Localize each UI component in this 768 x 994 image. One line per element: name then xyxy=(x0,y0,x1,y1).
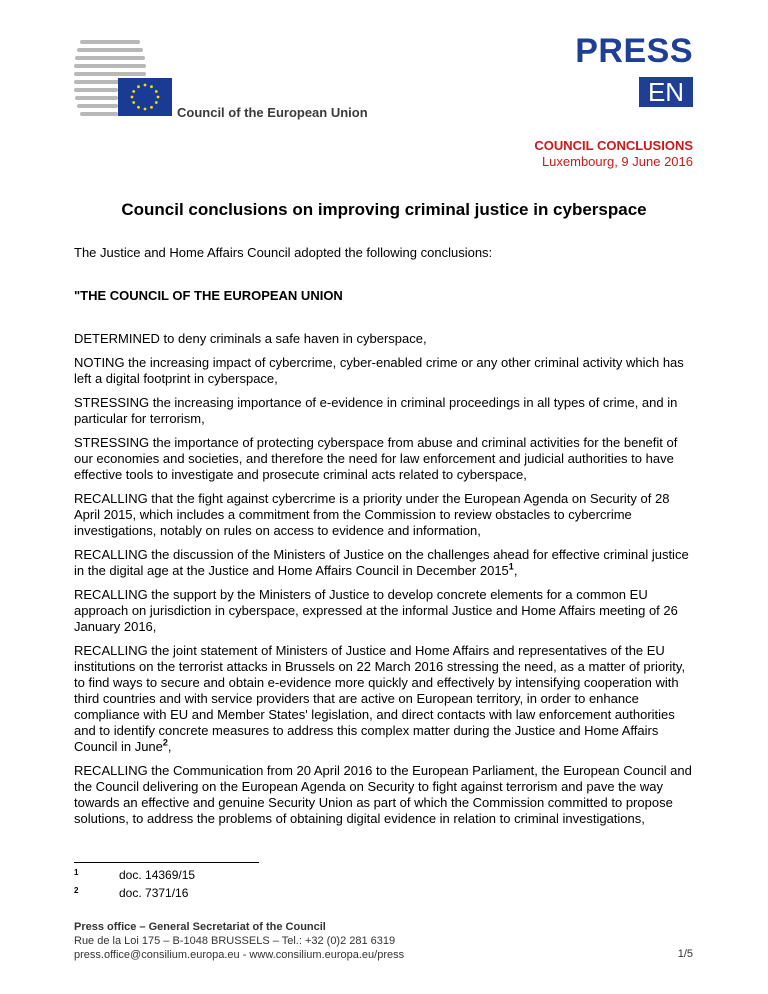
document-title: Council conclusions on improving criminal justice in cyberspace xyxy=(121,200,647,219)
org-name: Council of the European Union xyxy=(177,105,368,120)
footnote xyxy=(74,868,195,882)
doc-type: COUNCIL CONCLUSIONS xyxy=(534,138,693,153)
paragraph: NOTING the increasing impact of cybercrime, cyber-enabled crime or any other criminal activity which has left a digital footprint in cyberspace, xyxy=(74,355,684,386)
paragraph: RECALLING the support by the Ministers of Justice to develop concrete elements for a common EU approach on jurisdiction in cyberspace, expressed at the informal Justice and Home Affairs meeting of 26 January 2016, xyxy=(74,587,678,634)
footer-office: Press office – General Secretariat of the Council xyxy=(74,921,326,933)
paragraph-tail: , xyxy=(167,739,172,754)
paragraph: RECALLING the Communication from 20 April 2016 to the European Parliament, the European Council and the Council delivering on the European Agenda on Security to fight against terrorism and pave the way towards an effective and genuine Security Union as part of which the Commission committed to propose solutions, to address the problems of obtaining digital evidence in relation to criminal investigations, xyxy=(74,763,692,826)
footnote-text: doc. 14369/15 xyxy=(119,868,196,882)
footnote-ref[interactable]: 2 xyxy=(162,737,168,748)
paragraph-tail: , xyxy=(513,563,518,578)
paragraph: RECALLING that the fight against cybercrime is a priority under the European Agenda on Security of 28 April 2015, which includes a commitment from the Commission to review obstacles to cybercrime investigations, notably on rules on access to evidence and information, xyxy=(74,491,670,538)
footnote xyxy=(74,886,188,900)
paragraph: DETERMINED to deny criminals a safe haven in cyberspace, xyxy=(74,331,427,346)
footnote-text: doc. 7371/16 xyxy=(119,886,189,900)
footnote-ref[interactable]: 1 xyxy=(508,561,514,572)
press-label: PRESS xyxy=(575,32,693,70)
footnote-number: 2 xyxy=(74,886,79,895)
page-number: 1/5 xyxy=(677,948,693,960)
footnote-divider xyxy=(74,862,259,863)
council-heading: "THE COUNCIL OF THE EUROPEAN UNION xyxy=(74,288,343,303)
footer-address: Rue de la Loi 175 – B-1048 BRUSSELS – Tel.: +32 (0)2 281 6319 xyxy=(74,935,396,947)
council-logo xyxy=(72,38,182,120)
paragraph-text: RECALLING the joint statement of Ministers of Justice and Home Affairs and representatives of the EU institutions on the terrorist attacks in Brussels on 22 March 2016 stressing the need, as a matter of priority, to find ways to secure and obtain e-evidence more quickly and effectively by intensifying cooperation with third countries and with service providers that are active on European territory, in order to enhance compliance with EU and Member States' legislation, and direct contacts with law enforcement authorities and to identify concrete measures to address this complex matter during the Justice and Home Affairs Council in June xyxy=(74,643,686,754)
doc-date: Luxembourg, 9 June 2016 xyxy=(541,154,693,169)
footnote-number: 1 xyxy=(74,868,79,877)
paragraph: STRESSING the importance of protecting cyberspace from abuse and criminal activities for the benefit of our economies and societies, and therefore the need for law enforcement and judicial authorities to have effective tools to investigate and prosecute criminal acts related to cyberspace, xyxy=(74,435,678,482)
intro-paragraph: The Justice and Home Affairs Council adopted the following conclusions: xyxy=(74,245,493,260)
paragraph-with-footnote xyxy=(74,547,696,579)
language-badge: EN xyxy=(639,77,693,107)
paragraph: STRESSING the increasing importance of e-evidence in criminal proceedings in all types of crime, and in particular for terrorism, xyxy=(74,395,678,426)
paragraph-with-footnote xyxy=(74,643,696,755)
document-body xyxy=(74,245,696,835)
page-footer xyxy=(74,920,404,962)
paragraph-text: RECALLING the discussion of the Ministers of Justice on the challenges ahead for effective criminal justice in the digital age at the Justice and Home Affairs Council in December 2015 xyxy=(74,547,689,578)
footer-contact[interactable]: press.office@consilium.europa.eu - www.consilium.europa.eu/press xyxy=(74,949,405,961)
